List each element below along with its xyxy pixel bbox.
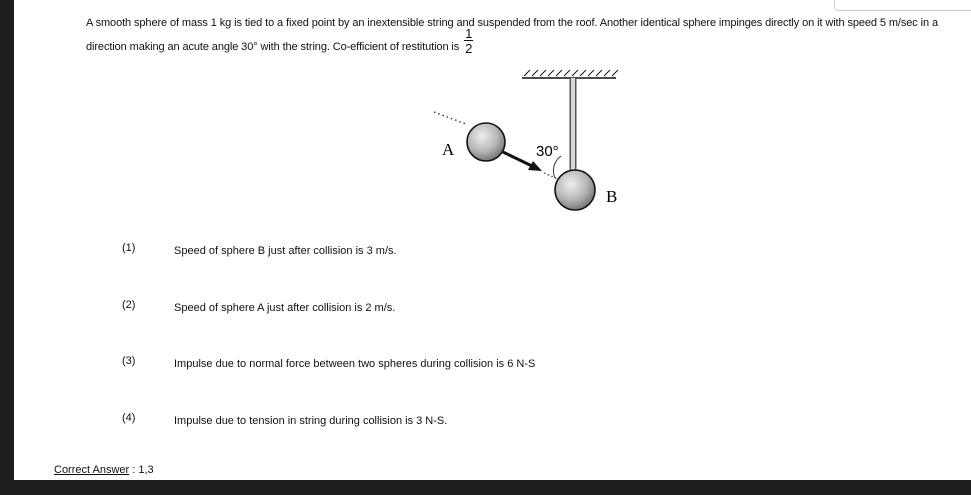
sphere-a [467, 123, 505, 161]
correct-answer [54, 464, 154, 476]
ceiling [522, 70, 618, 78]
correct-answer-label: Correct Answer [54, 464, 130, 476]
collision-diagram [414, 62, 654, 222]
approach-dotted-line [434, 112, 466, 124]
correct-answer-value: 1,3 [138, 464, 154, 476]
top-tab-box [834, 0, 971, 11]
option-4-text: Impulse due to tension in string during collision is 3 N-S. [174, 415, 448, 427]
fraction-denominator: 2 [465, 41, 473, 56]
option-2-text: Speed of sphere A just after collision is 2 m/s. [174, 302, 396, 314]
label-b: B [606, 187, 618, 206]
option-1-number: (1) [122, 242, 136, 254]
question-text [86, 13, 966, 61]
option-3-text: Impulse due to normal force between two spheres during collision is 6 N-S [174, 358, 536, 370]
option-1-text: Speed of sphere B just after collision is 3 m/s. [174, 245, 397, 257]
fraction-numerator: 1 [465, 26, 473, 41]
question-body: A smooth sphere of mass 1 kg is tied to a fixed point by an inextensible string and suspended from the roof. Another identical sphere impinges directly on it with speed 5 m/sec in a direction making an acute angle 30° with the string. Co-efficient of restitution is [86, 17, 938, 53]
question-page [14, 0, 971, 480]
option-3-number: (3) [122, 355, 136, 367]
option-4-number: (4) [122, 412, 136, 424]
sphere-b [555, 170, 595, 210]
angle-label: 30° [536, 143, 559, 160]
label-a: A [442, 140, 455, 159]
option-2-number: (2) [122, 299, 136, 311]
restitution-fraction [464, 27, 473, 55]
correct-answer-separator: : [129, 464, 139, 476]
